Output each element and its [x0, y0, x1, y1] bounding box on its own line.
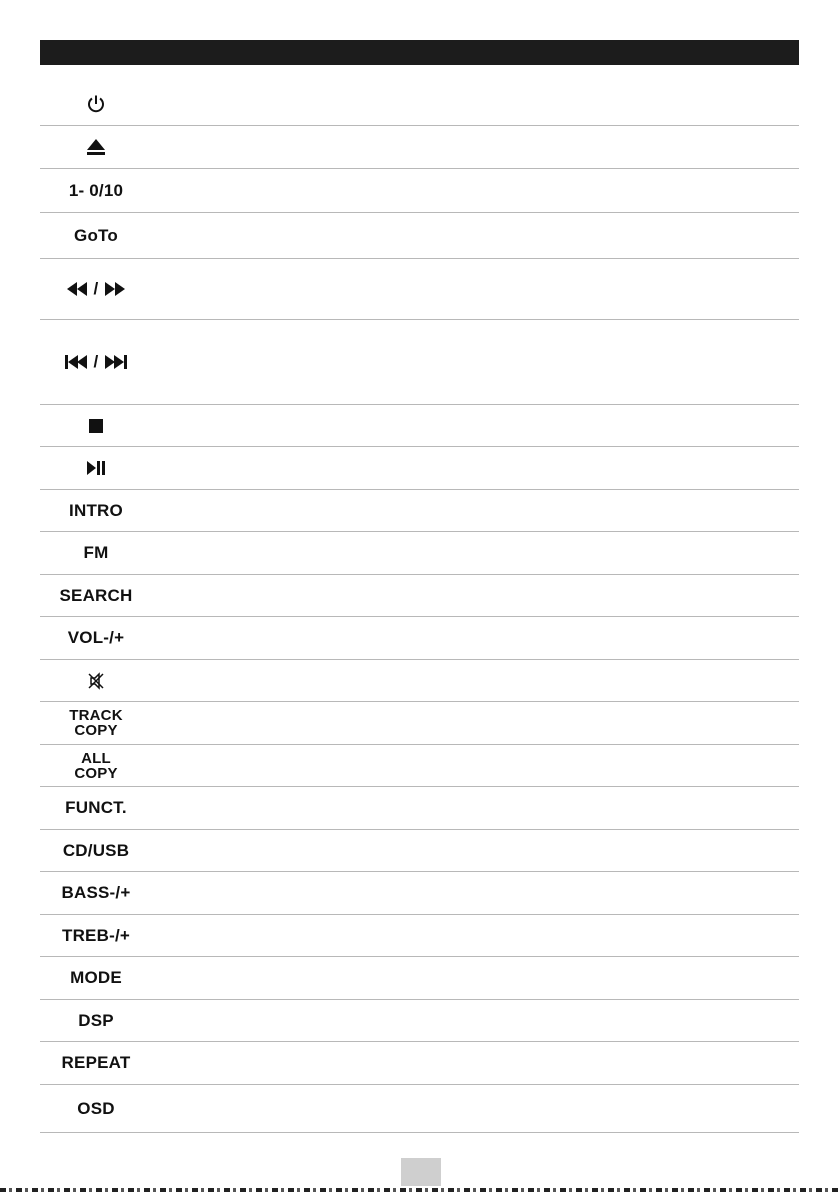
row-key-line: TRACK	[69, 707, 123, 724]
row-key: INTRO	[69, 500, 123, 520]
table-row	[40, 660, 799, 702]
row-key: DSP	[78, 1010, 114, 1030]
table-row	[40, 1000, 799, 1042]
rewind-icon	[66, 281, 88, 297]
row-key: TREB-/+	[62, 925, 130, 945]
table-row	[40, 213, 799, 259]
table-row	[40, 957, 799, 1000]
separator: /	[93, 352, 99, 371]
bottom-edge-strip	[0, 1188, 840, 1192]
row-key-line: ALL	[81, 749, 111, 767]
row-key	[40, 320, 152, 404]
skip-previous-icon	[64, 354, 88, 370]
row-key-line: COPY	[74, 722, 118, 739]
row-key: FM	[83, 543, 109, 562]
row-key: CD/USB	[62, 840, 130, 860]
table-row	[40, 575, 799, 617]
row-key	[40, 702, 152, 744]
row-key: SEARCH	[59, 585, 133, 605]
row-key	[40, 126, 152, 168]
row-key: 1- 0/10	[68, 180, 124, 200]
button-reference-table	[40, 82, 799, 1133]
table-row	[40, 405, 799, 447]
row-key: FUNCT.	[65, 798, 127, 817]
table-row	[40, 126, 799, 169]
table-row	[40, 169, 799, 213]
table-header-bar	[40, 40, 799, 65]
table-row	[40, 872, 799, 915]
row-key: REPEAT	[61, 1053, 131, 1072]
row-key: MODE	[70, 968, 122, 987]
play-pause-icon	[86, 460, 106, 476]
table-row	[40, 617, 799, 660]
row-key: GoTo	[74, 225, 118, 245]
fast-forward-icon	[104, 281, 126, 297]
row-key: VOL-/+	[67, 628, 125, 647]
table-row	[40, 82, 799, 126]
table-row	[40, 745, 799, 787]
table-row	[40, 702, 799, 745]
table-row	[40, 915, 799, 957]
table-row	[40, 1085, 799, 1133]
page-number-tab	[401, 1158, 441, 1186]
row-key: OSD	[77, 1098, 115, 1118]
table-row	[40, 830, 799, 872]
table-row	[40, 532, 799, 575]
row-key: BASS-/+	[61, 883, 131, 902]
mute-icon	[87, 672, 105, 690]
row-key	[40, 660, 152, 701]
separator: /	[93, 279, 99, 298]
table-row	[40, 787, 799, 830]
eject-icon	[85, 136, 107, 158]
table-row	[40, 320, 799, 405]
power-icon	[86, 94, 106, 114]
table-row	[40, 447, 799, 490]
row-key	[40, 447, 152, 489]
row-key	[40, 259, 152, 319]
table-row	[40, 1042, 799, 1085]
table-row	[40, 490, 799, 532]
row-key	[40, 405, 152, 446]
row-key-line: COPY	[74, 764, 118, 782]
row-key	[40, 82, 152, 125]
row-key	[40, 745, 152, 786]
table-row	[40, 259, 799, 320]
skip-next-icon	[104, 354, 128, 370]
stop-icon	[88, 418, 104, 434]
